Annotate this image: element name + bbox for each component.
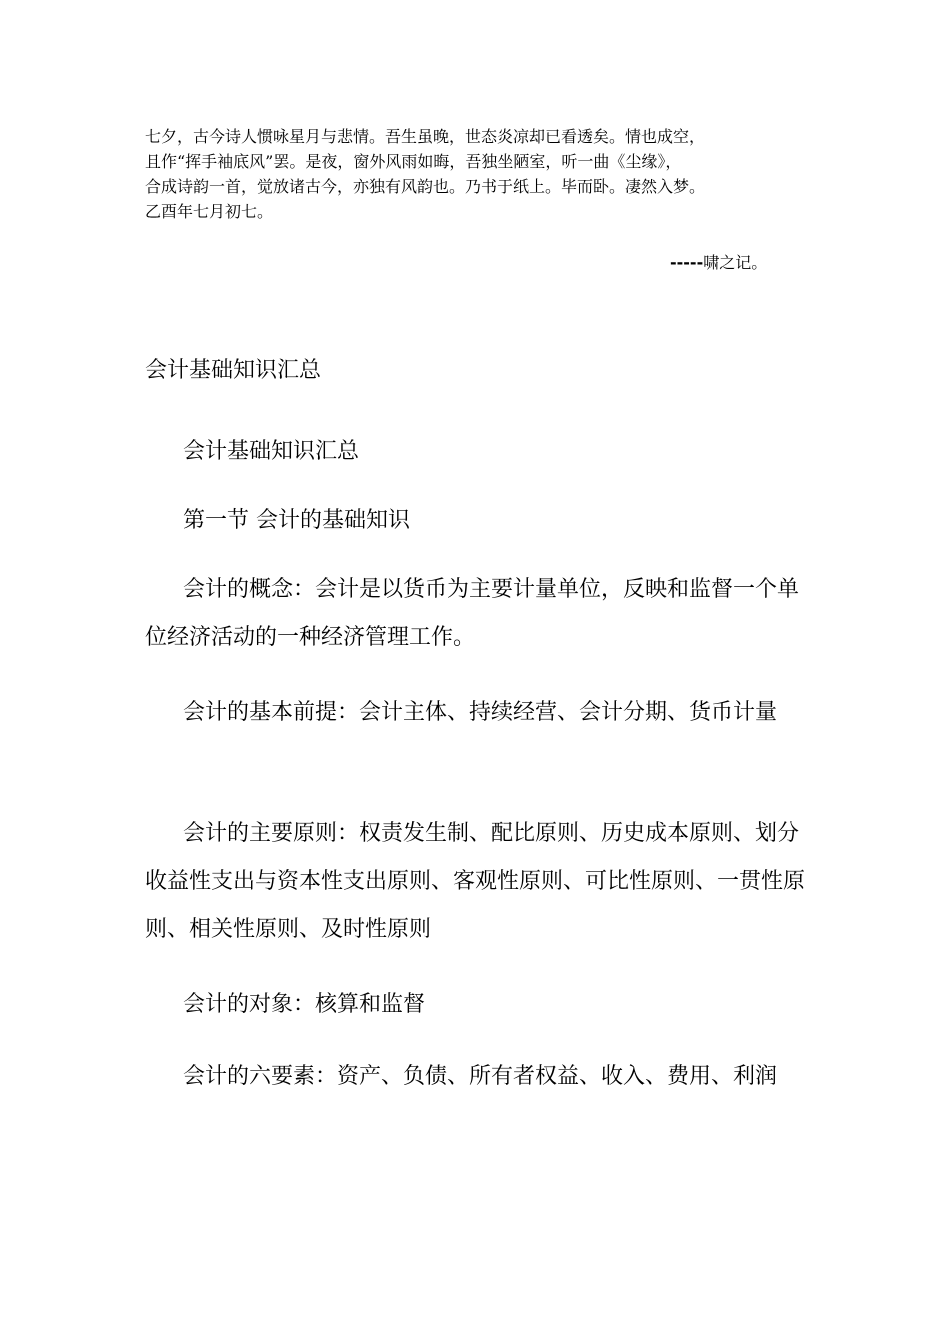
- preface-line: 七夕，古今诗人惯咏星月与悲情。吾生虽晚，世态炎凉却已看透矣。情也成空，: [145, 127, 706, 146]
- signature: [670, 252, 767, 274]
- preface-text: [145, 124, 810, 224]
- paragraph-principles: 会计的主要原则：权责发生制、配比原则、历史成本原则、划分收益性支出与资本性支出原则、客观性原则、可比性原则、一贯性原则、相关性原则、及时性原则: [145, 821, 806, 942]
- preface-line: 合成诗韵一首，觉放诸古今，亦独有风韵也。乃书于纸上。毕而卧。凄然入梦。: [145, 177, 706, 196]
- paragraph-object: 会计的对象：核算和监督: [183, 992, 426, 1017]
- paragraph-premises: 会计的基本前提：会计主体、持续经营、会计分期、货币计量: [183, 700, 778, 725]
- document-title: 会计基础知识汇总: [145, 358, 322, 383]
- signature-dash: -----: [670, 253, 704, 272]
- preface-line: 乙酉年七月初七。: [145, 202, 274, 221]
- paragraph-elements: 会计的六要素：资产、负债、所有者权益、收入、费用、利润: [183, 1064, 778, 1089]
- paragraph-section-heading: 第一节 会计的基础知识: [183, 508, 410, 533]
- preface-line: 且作“挥手袖底风”罢。是夜，窗外风雨如晦，吾独坐陋室，听一曲《尘缘》，: [145, 152, 682, 171]
- paragraph-subtitle: 会计基础知识汇总: [183, 439, 360, 464]
- paragraph-concept: 会计的概念：会计是以货币为主要计量单位，反映和监督一个单位经济活动的一种经济管理工作。: [145, 577, 800, 650]
- signature-text: 啸之记。: [703, 253, 768, 272]
